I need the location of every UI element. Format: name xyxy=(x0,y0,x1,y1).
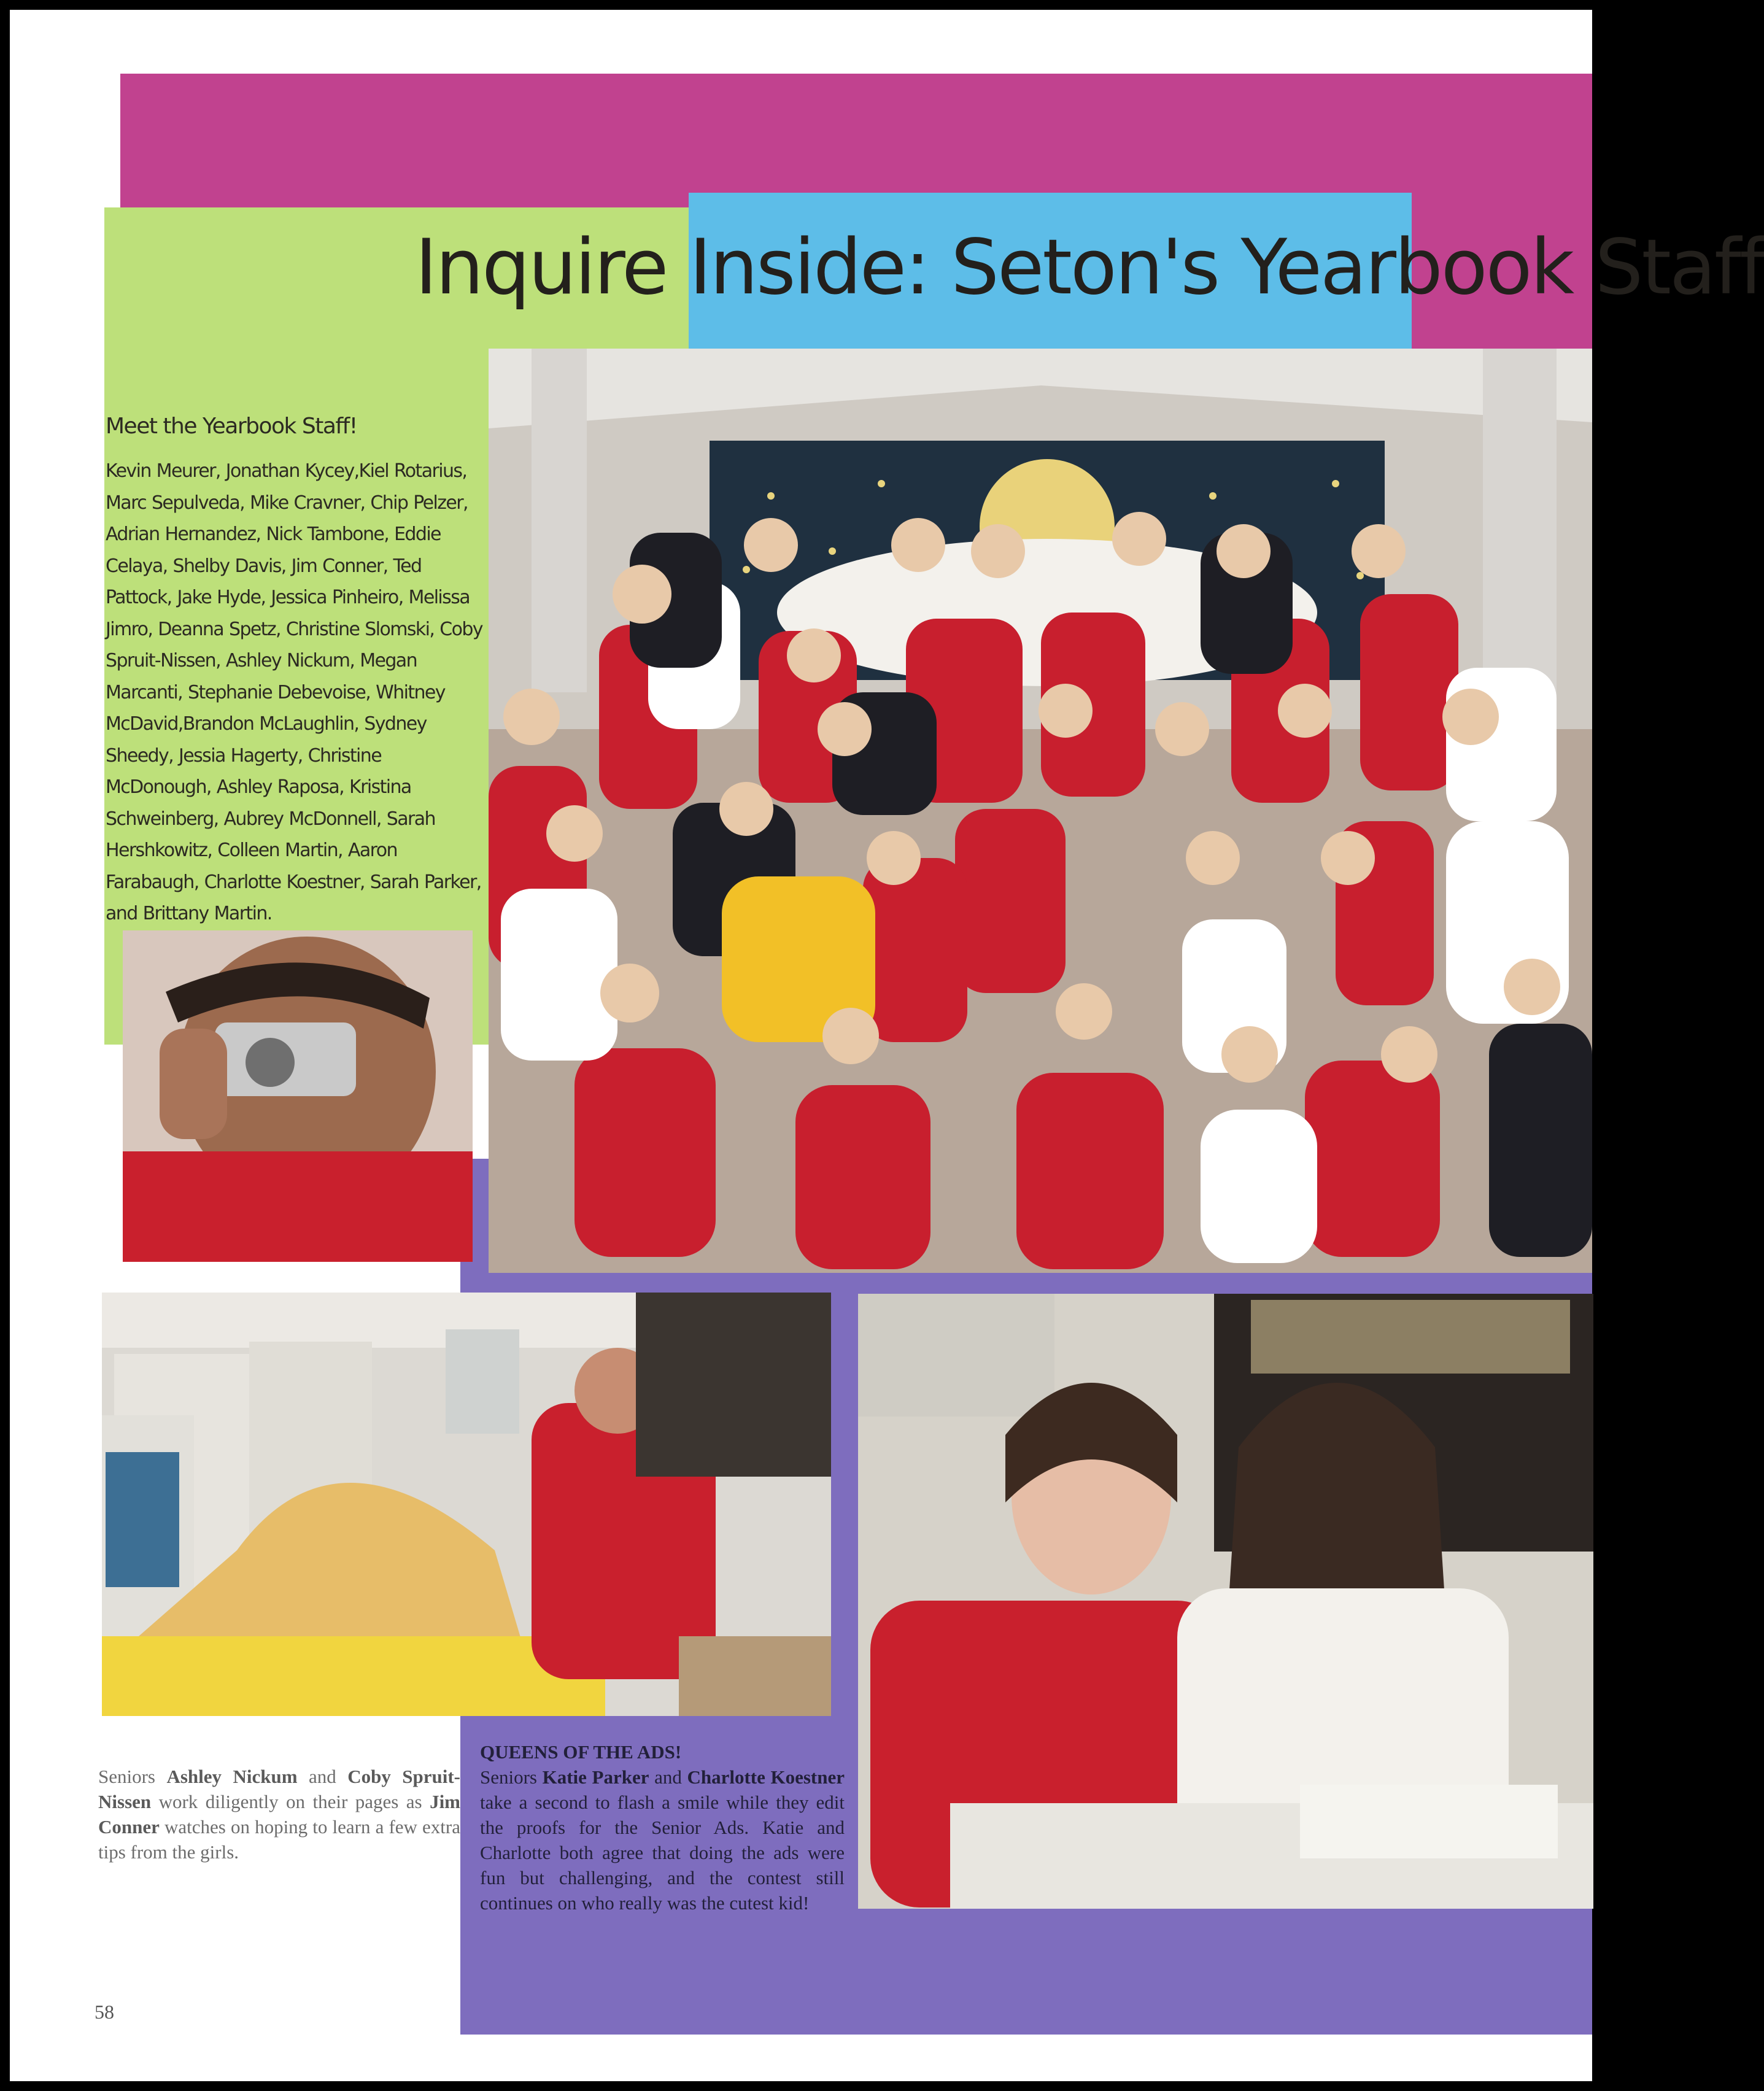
page-number: 58 xyxy=(95,2001,114,2023)
caption-name: Coby Spruit-Nissen xyxy=(98,1766,460,1812)
page-title: Inquire Inside: Seton's Yearbook Staff xyxy=(415,223,1764,312)
group-photo xyxy=(489,349,1592,1273)
caption-text: Seniors xyxy=(98,1766,167,1787)
caption-name: Charlotte Koestner xyxy=(687,1766,845,1788)
camera-photo xyxy=(123,930,473,1262)
caption-text: and xyxy=(649,1766,687,1788)
computer-lab-photo xyxy=(102,1293,831,1716)
queens-caption-heading: QUEENS OF THE ADS! xyxy=(480,1741,682,1763)
caption-text: take a second to flash a smile while they edit the proofs for the Senior Ads. Katie and Charlotte both agree that doing the ads were fun but challenging, and the contest still continues on who really was the cutest kid! xyxy=(480,1791,845,1914)
caption-text: work diligently on their pages as xyxy=(151,1791,430,1812)
caption-name: Jim Conner xyxy=(98,1791,460,1838)
caption-text: and xyxy=(297,1766,348,1787)
staff-names-list: Kevin Meurer, Jonathan Kycey,Kiel Rotarius, Marc Sepulveda, Mike Cravner, Chip Pelzer, Adrian Hernandez, Nick Tambone, Eddie Celaya, Shelby Davis, Jim Conner, Ted Pattock, Jake Hyde, Jessica Pinheiro, Melissa Jimro, Deanna Spetz, Christine Slomski, Coby Spruit-Nissen, Ashley Nickum, Megan Marcanti, Stephanie Debevoise, Whitney McDavid,Brandon McLaughlin, Sydney Sheedy, Jessia Hagerty, Christine McDonough, Ashley Raposa, Kristina Schweinberg, Aubrey McDonnell, Sarah Hershkowitz, Colleen Martin, Aaron Farabaugh, Charlotte Koestner, Sarah Parker, and Brittany Martin. xyxy=(106,460,482,924)
queens-caption xyxy=(480,1739,845,1915)
queens-of-the-ads-photo xyxy=(858,1294,1593,1909)
caption-name: Katie Parker xyxy=(542,1766,649,1788)
yearbook-page xyxy=(10,10,1764,2081)
caption-text: watches on hoping to learn a few extra tips from the girls. xyxy=(98,1816,460,1863)
computer-lab-caption xyxy=(98,1764,460,1865)
caption-text: Seniors xyxy=(480,1766,543,1788)
staff-heading: Meet the Yearbook Staff! xyxy=(106,414,357,439)
caption-name: Ashley Nickum xyxy=(166,1766,298,1787)
